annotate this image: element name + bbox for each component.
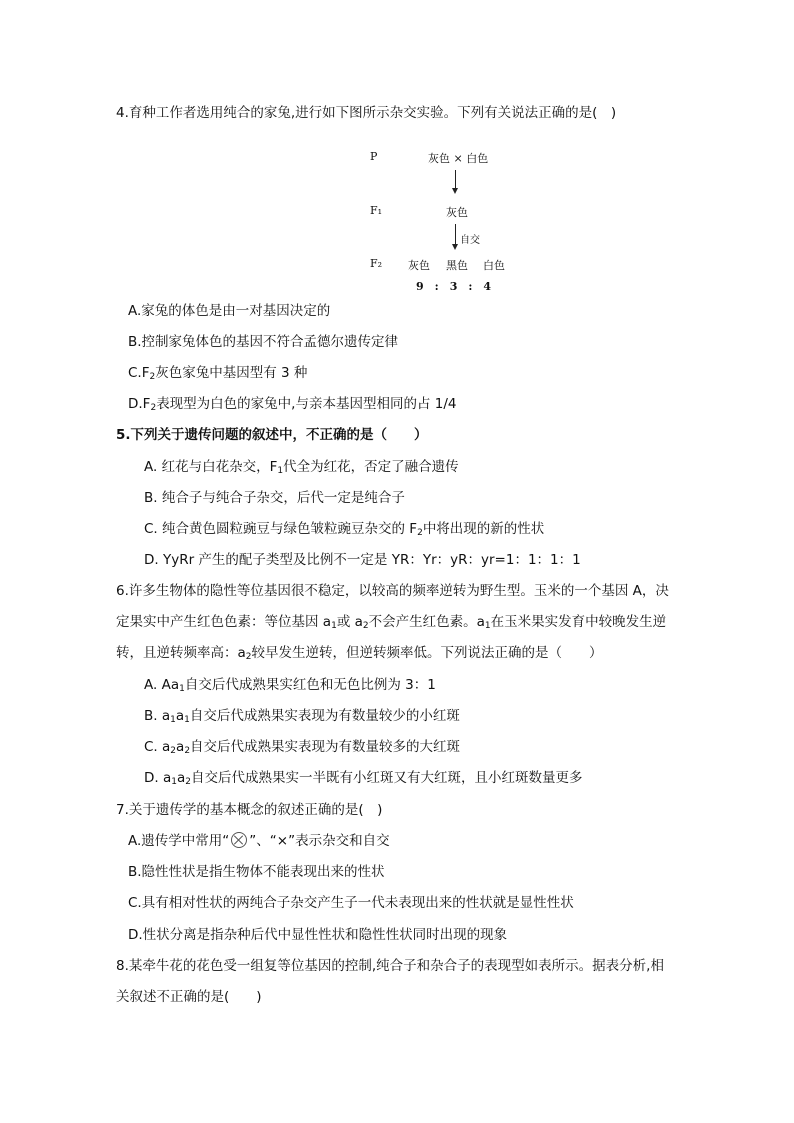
diagram-f1-value: 灰色 <box>446 206 468 219</box>
q7-option-a: A.遗传学中常用“ ”、“×”表示杂交和自交 <box>128 833 390 849</box>
q7-stem: 7.关于遗传学的基本概念的叙述正确的是( ) <box>116 802 383 818</box>
q8-stem-line1: 8.某牵牛花的花色受一组复等位基因的控制,纯合子和杂合子的表现型如表所示。据表分析,相 <box>116 958 664 974</box>
arrowhead-icon <box>452 188 458 194</box>
q5-option-a: A. 红花与白花杂交，$F_1$代全为红花，否定了融合遗传 <box>144 459 459 476</box>
q7-option-d: D.性状分离是指杂种后代中显性性状和隐性性状同时出现的现象 <box>128 927 508 943</box>
arrow-down-icon <box>455 170 456 189</box>
q6-option-c: C. $a_2a_2$自交后代成熟果实表现为有数量较多的大红斑 <box>144 739 461 756</box>
diagram-f2-label: F₂ <box>370 257 383 270</box>
q5-option-c: C. 纯合黄色圆粒豌豆与绿色皱粒豌豆杂交的 $F_2$中将出现的新的性状 <box>144 521 545 538</box>
arrowhead-icon <box>452 244 458 250</box>
q4-stem: 4.育种工作者选用纯合的家兔,进行如下图所示杂交实验。下列有关说法正确的是( ) <box>116 105 617 121</box>
q8-stem-line2: 关叙述不正确的是( ) <box>116 989 262 1005</box>
diagram-ratio: 9 : 3 : 4 <box>416 280 492 293</box>
q7-option-c: C.具有相对性状的两纯合子杂交产生子一代未表现出来的性状就是显性性状 <box>128 895 574 911</box>
q6-stem-line3: 转，且逆转频率高：$a_2$较早发生逆转，但逆转频率低。下列说法正确的是（ ） <box>116 645 603 662</box>
q4-option-a: A.家兔的体色是由一对基因决定的 <box>128 303 331 319</box>
diagram-f1-label: F₁ <box>370 204 383 217</box>
q6-stem-line2: 定果实中产生红色色素：等位基因 $a_1$或 $a_2$不会产生红色素。$a_1$在玉米果实发育中较晚发生逆 <box>116 614 667 631</box>
q5-option-b: B. 纯合子与纯合子杂交，后代一定是纯合子 <box>144 490 405 506</box>
q6-option-d: D. $a_1a_2$自交后代成熟果实一半既有小红斑又有大红斑，且小红斑数量更多 <box>144 770 583 787</box>
q5-stem: 5.下列关于遗传问题的叙述中，不正确的是（ ） <box>116 427 428 443</box>
diagram-p-cross: 灰色 × 白色 <box>428 152 489 165</box>
diagram-selfing: 自交 <box>460 235 480 246</box>
diagram-f2-white: 白色 <box>483 259 505 272</box>
q7-option-b: B.隐性性状是指生物体不能表现出来的性状 <box>128 864 385 880</box>
q4-option-d: $D.F_2$表现型为白色的家兔中,与亲本基因型相同的占 1/4 <box>128 396 457 413</box>
selfcross-icon <box>231 832 247 848</box>
q6-option-a: A. $Aa_1$自交后代成熟果实红色和无色比例为 3：1 <box>144 677 436 694</box>
q6-stem-line1: 6.许多生物体的隐性等位基因很不稳定，以较高的频率逆转为野生型。玉米的一个基因 A，决 <box>116 583 669 599</box>
arrow-down-icon <box>455 224 456 245</box>
q4-option-c: $C.F_2$灰色家兔中基因型有 3 种 <box>128 365 308 382</box>
diagram-f2-black: 黑色 <box>446 259 468 272</box>
diagram-f2-gray: 灰色 <box>408 259 430 272</box>
q4-option-b: B.控制家兔体色的基因不符合孟德尔遗传定律 <box>128 334 399 350</box>
q5-option-d: D. YyRr 产生的配子类型及比例不一定是 YR：Yr：yR：yr=1：1：1：1 <box>144 552 581 568</box>
q6-option-b: B. $a_1a_1$自交后代成熟果实表现为有数量较少的小红斑 <box>144 708 460 725</box>
diagram-p-label: P <box>370 150 378 163</box>
